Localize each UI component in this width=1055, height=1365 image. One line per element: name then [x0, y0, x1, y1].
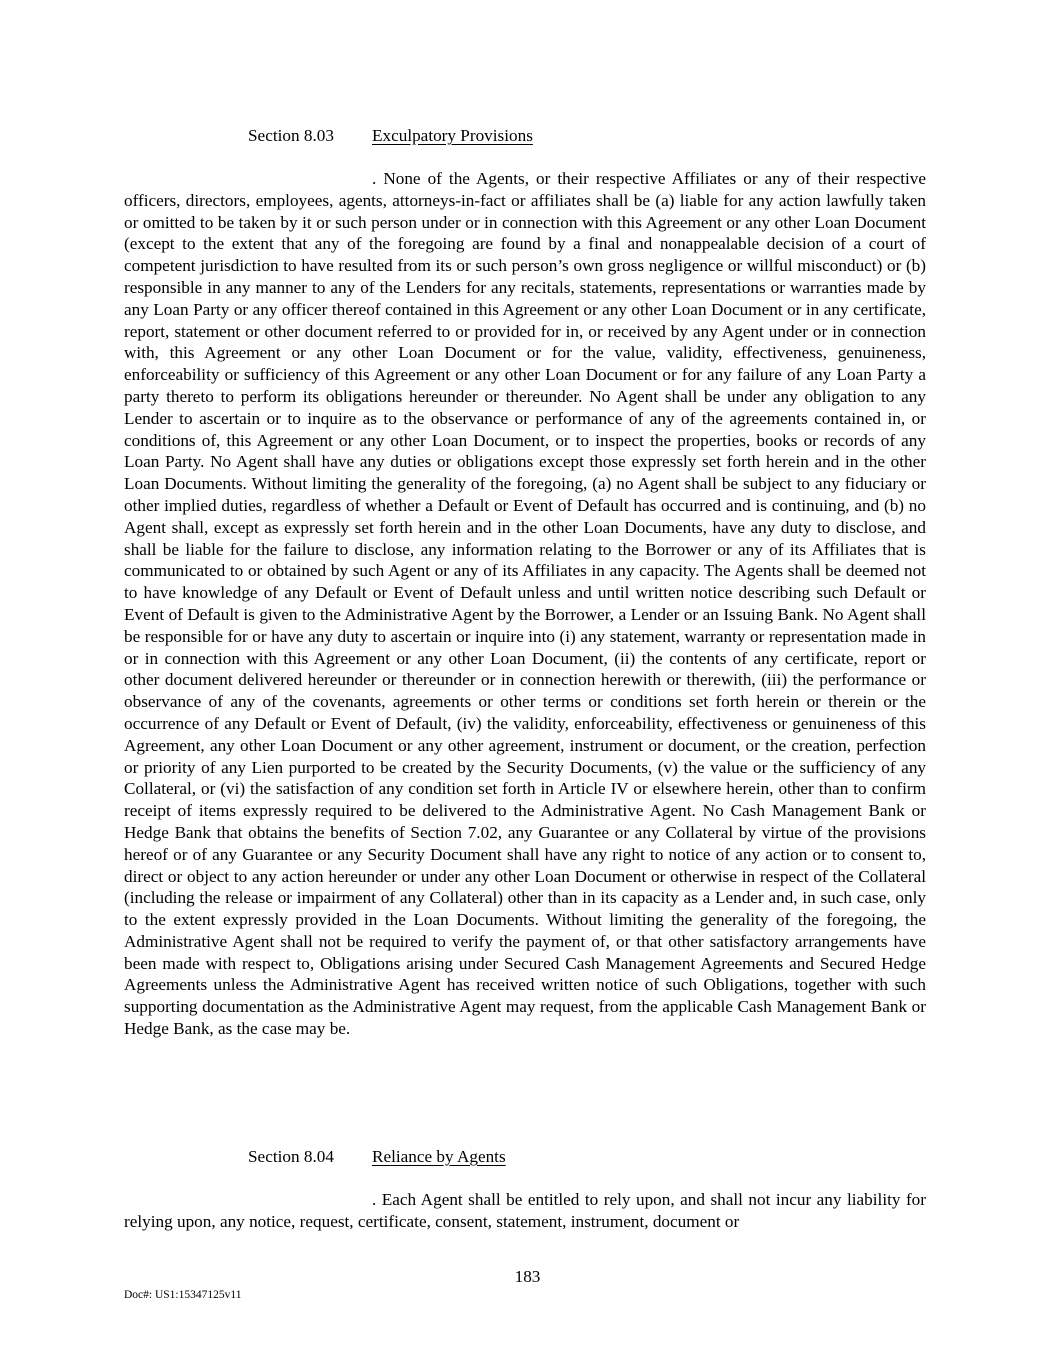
section-8-03-heading — [248, 125, 533, 147]
section-number: Section 8.04 — [248, 1147, 334, 1166]
section-8-04-body: . Each Agent shall be entitled to rely upon, and shall not incur any liability for relying upon, any notice, request, certificate, consent, statement, instrument, document or — [124, 1190, 926, 1231]
document-id: Doc#: US1:15347125v11 — [124, 1289, 242, 1301]
section-8-04-heading — [248, 1146, 506, 1168]
section-title: Exculpatory Provisions — [372, 126, 533, 145]
section-title: Reliance by Agents — [372, 1147, 506, 1166]
section-8-03-body: . None of the Agents, or their respective Affiliates or any of their respective officers, directors, employees, agents, attorneys-in-fact or affiliates shall be (a) liable for any action lawfully taken or omitted to be taken by it or such person under or in connection with this Agreement or any other Loan Document (except to the extent that any of the foregoing are found by a final and nonappealable decision of a court of competent jurisdiction to have resulted from its or such person’s own gross negligence or willful misconduct) or (b) responsible in any manner to any of the Lenders for any recitals, statements, representations or warranties made by any Loan Party or any officer thereof contained in this Agreement or any other Loan Document or in any certificate, report, statement or other document referred to or provided for in, or received by any Agent under or in connection with, this Agreement or any other Loan Document or for the value, validity, effectiveness, genuineness, enforceability or sufficiency of this Agreement or any other Loan Document or for any failure of any Loan Party a party thereto to perform its obligations hereunder or thereunder. No Agent shall be under any obligation to any Lender to ascertain or to inquire as to the observance or performance of any of the agreements contained in, or conditions of, this Agreement or any other Loan Document, or to inspect the properties, books or records of any Loan Party. No Agent shall have any duties or obligations except those expressly set forth herein and in the other Loan Documents. Without limiting the generality of the foregoing, (a) no Agent shall be subject to any fiduciary or other implied duties, regardless of whether a Default or Event of Default has occurred and is continuing, and (b) no Agent shall, except as expressly set forth herein and in the other Loan Documents, have any duty to disclose, and shall be liable for the failure to disclose, any information relating to the Borrower or any of its Affiliates that is communicated to or obtained by such Agent or any of its Affiliates in any capacity. The Agents shall be deemed not to have knowledge of any Default or Event of Default unless and until written notice describing such Default or Event of Default is given to the Administrative Agent by the Borrower, a Lender or an Issuing Bank. No Agent shall be responsible for or have any duty to ascertain or inquire into (i) any statement, warranty or representation made in or in connection with this Agreement or any other Loan Document, (ii) the contents of any certificate, report or other document delivered hereunder or thereunder or in connection herewith or therewith, (iii) the performance or observance of any of the covenants, agreements or other terms or conditions set forth herein or therein or the occurrence of any Default or Event of Default, (iv) the validity, enforceability, effectiveness or genuineness of this Agreement, any other Loan Document or any other agreement, instrument or document, or the creation, perfection or priority of any Lien purported to be created by the Security Documents, (v) the value or the sufficiency of any Collateral, or (vi) the satisfaction of any condition set forth in Article IV or elsewhere herein, other than to confirm receipt of items expressly required to be delivered to the Administrative Agent. No Cash Management Bank or Hedge Bank that obtains the benefits of Section 7.02, any Guarantee or any Collateral by virtue of the provisions hereof or of any Guarantee or any Security Document shall have any right to notice of any action or to consent to, direct or object to any action hereunder or under any other Loan Document or otherwise in respect of the Collateral (including the release or impairment of any Collateral) other than in its capacity as a Lender and, in such case, only to the extent expressly provided in the Loan Documents. Without limiting the generality of the foregoing, the Administrative Agent shall not be required to verify the payment of, or that other satisfactory arrangements have been made with respect to, Obligations arising under Secured Cash Management Agreements and Secured Hedge Agreements unless the Administrative Agent has received written notice of such Obligations, together with such supporting documentation as the Administrative Agent may request, from the applicable Cash Management Bank or Hedge Bank, as the case may be. — [124, 169, 926, 1039]
page-number: 183 — [514, 1267, 541, 1286]
section-number: Section 8.03 — [248, 126, 334, 145]
